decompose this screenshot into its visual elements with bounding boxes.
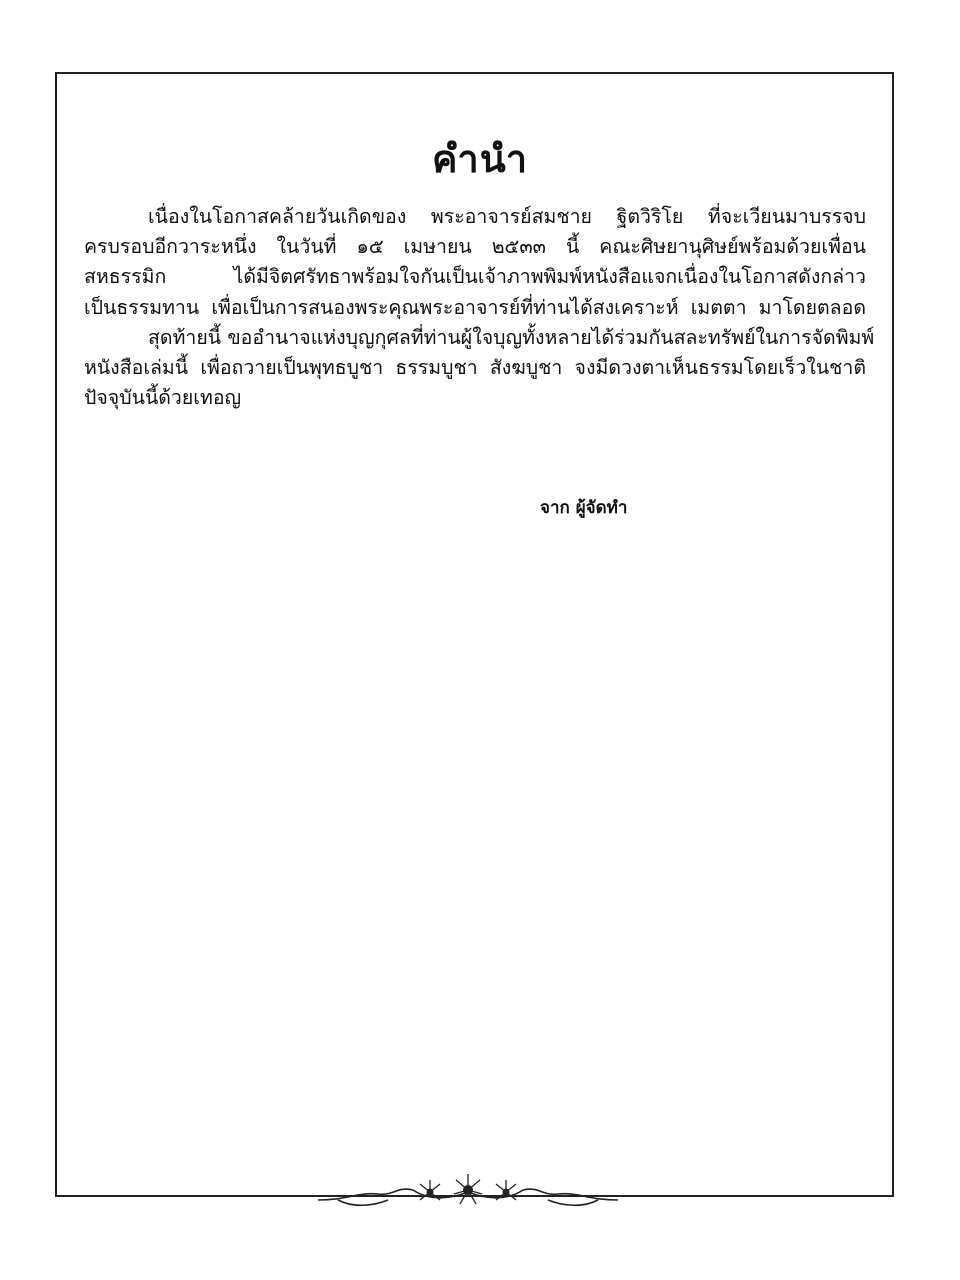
foreword-body	[84, 202, 875, 413]
page-title: คำนำ	[431, 137, 529, 181]
paragraph-line: ปัจจุบันนี้ด้วยเทอญ	[84, 386, 242, 410]
paragraph-line: หนังสือเล่มนี้ เพื่อถวายเป็นพุทธบูชา ธรรมบูชา สังฆบูชา จงมีดวงตาเห็นธรรมโดยเร็วในชาติ	[84, 356, 866, 380]
signature: จาก ผู้จัดทำ	[540, 498, 628, 518]
paragraph-line: เนื่องในโอกาสคล้ายวันเกิดของ พระอาจารย์สมชาย ฐิตวิริโย ที่จะเวียนมาบรรจบ	[148, 205, 866, 228]
paragraph-line: สหธรรมิก ได้มีจิตศรัทธาพร้อมใจกันเป็นเจ้าภาพพิมพ์หนังสือแจกเนื่องในโอกาสดังกล่าว	[84, 265, 866, 289]
floral-ornament-icon	[318, 1170, 618, 1214]
paragraph-line: ครบรอบอีกวาระหนึ่ง ในวันที่ ๑๕ เมษายน ๒๕๓๓ นี้ คณะศิษยานุศิษย์พร้อมด้วยเพื่อน	[84, 235, 866, 259]
paragraph-line: สุดท้ายนี้ ขออำนาจแห่งบุญกุศลที่ท่านผู้ใจบุญทั้งหลายได้ร่วมกันสละทรัพย์ในการจัดพิมพ์	[148, 325, 875, 349]
paragraph-line: เป็นธรรมทาน เพื่อเป็นการสนองพระคุณพระอาจารย์ที่ท่านได้สงเคราะห์ เมตตา มาโดยตลอด	[84, 295, 866, 319]
